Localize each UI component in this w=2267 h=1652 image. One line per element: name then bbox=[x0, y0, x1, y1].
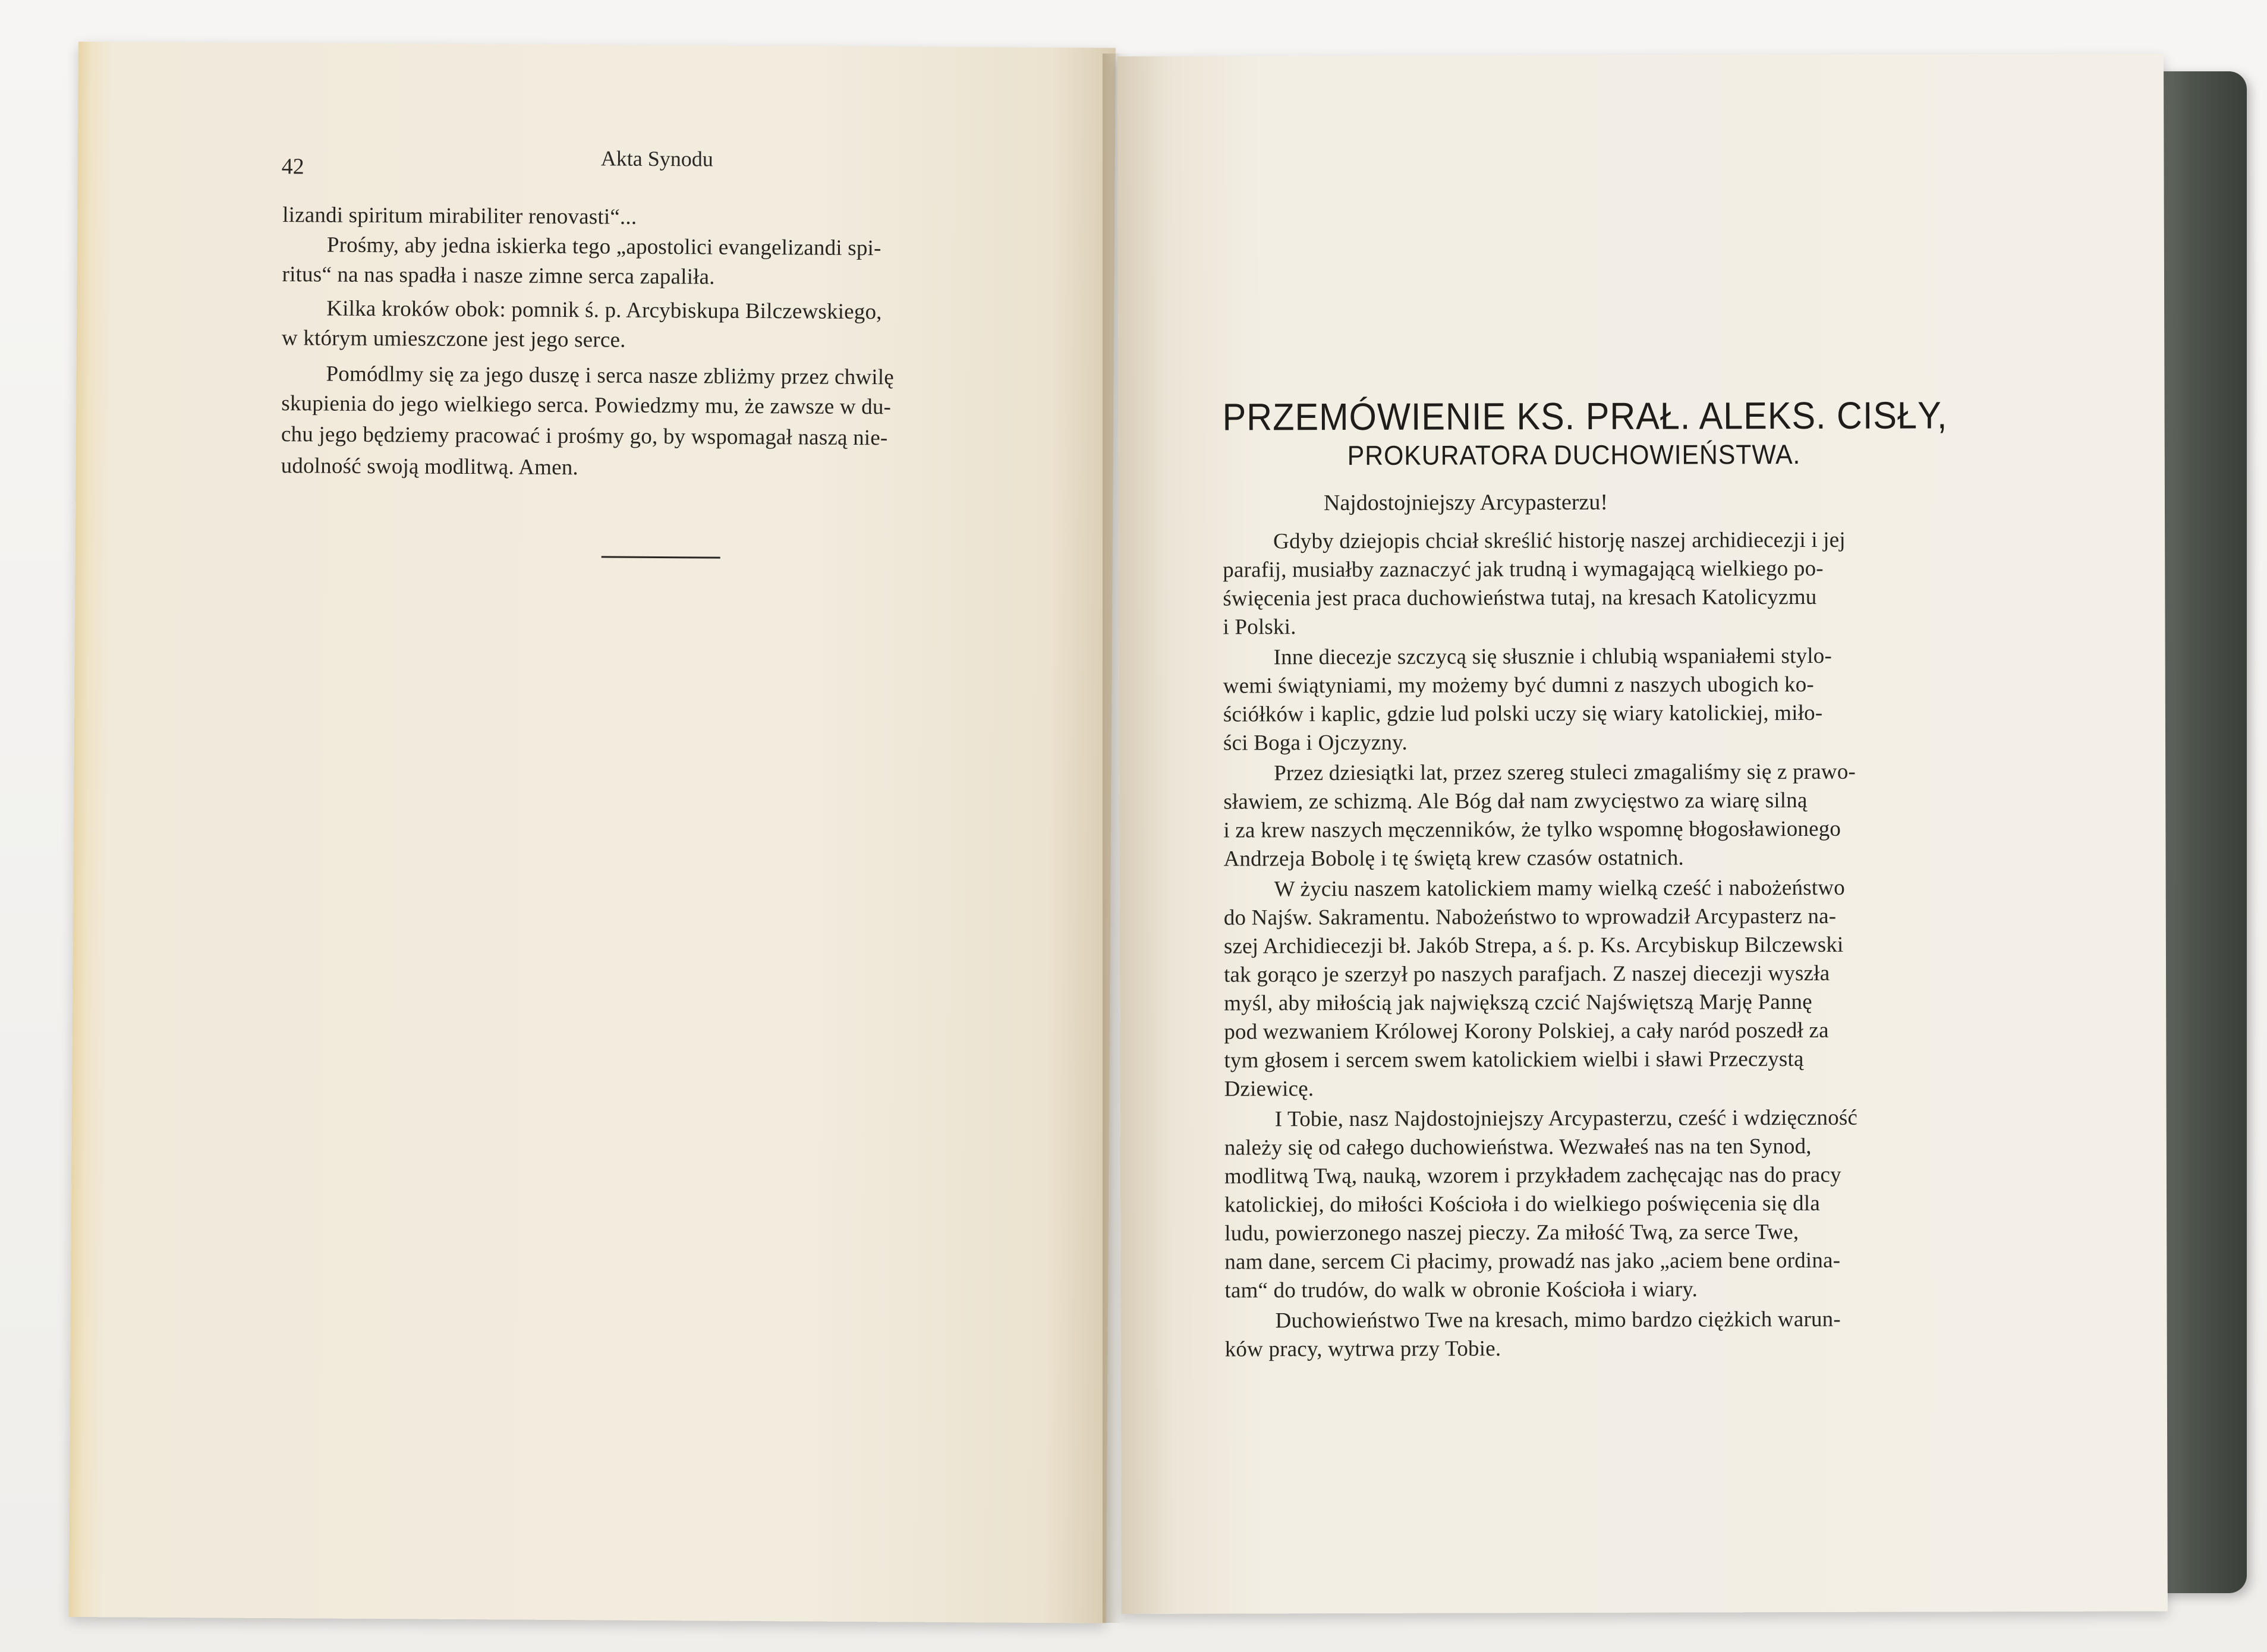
left-text-line: Prośmy, aby jedna iskierka tego „apostolici evangelizandi spi- bbox=[326, 232, 881, 261]
right-text-line: szej Archidiecezji bł. Jakób Strepa, a ś. p. Ks. Arcybiskup Bilczewski bbox=[1223, 932, 1844, 959]
right-text-line: Inne diecezje szczycą się słusznie i chlubią wspaniałemi stylo- bbox=[1273, 643, 1833, 670]
running-head: Akta Synodu bbox=[600, 146, 713, 171]
right-text-line: W życiu naszem katolickiem mamy wielką cześć i nabożeństwo bbox=[1274, 875, 1845, 902]
right-text-line: i za krew naszych męczenników, że tylko wspomnę błogosławionego bbox=[1223, 816, 1841, 843]
right-text-line: I Tobie, nasz Najdostojniejszy Arcypasterzu, cześć i wdzięczność bbox=[1274, 1105, 1858, 1132]
right-text-line: święcenia jest praca duchowieństwa tutaj, na kresach Katolicyzmu bbox=[1223, 584, 1817, 611]
right-text-line: tak gorąco je szerzył po naszych parafjach. Z naszej diecezji wyszła bbox=[1223, 961, 1830, 987]
page-number: 42 bbox=[281, 154, 304, 180]
salutation: Najdostojniejszy Arcypasterzu! bbox=[1323, 489, 1608, 516]
left-page bbox=[69, 42, 1116, 1623]
right-text-line: katolickiej, do miłości Kościoła i do wielkiego poświęcenia się dla bbox=[1224, 1191, 1820, 1217]
right-text-line: Przez dziesiątki lat, przez szereg stuleci zmagaliśmy się z prawo- bbox=[1274, 759, 1856, 786]
right-text-line: myśl, aby miłością jak największą czcić Najświętszą Marję Pannę bbox=[1224, 989, 1812, 1016]
speech-subheading: PROKURATORA DUCHOWIEŃSTWA. bbox=[1347, 438, 1801, 471]
right-text-line: ludu, powierzonego naszej pieczy. Za miłość Twą, za serce Twe, bbox=[1224, 1220, 1799, 1246]
right-text-line: ków pracy, wytrwa przy Tobie. bbox=[1224, 1336, 1501, 1362]
left-text-line: ritus“ na nas spadła i nasze zimne serca zapaliła. bbox=[282, 262, 715, 290]
left-text-line: lizandi spiritum mirabiliter renovasti“... bbox=[282, 203, 637, 229]
right-text-line: Duchowieństwo Twe na kresach, mimo bardzo ciężkich warun- bbox=[1275, 1307, 1841, 1333]
right-text-line: sławiem, ze schizmą. Ale Bóg dał nam zwycięstwo za wiarę silną bbox=[1223, 788, 1808, 814]
right-text-line: do Najśw. Sakramentu. Nabożeństwo to wprowadził Arcypasterz na- bbox=[1223, 904, 1837, 930]
left-text-line: Kilka kroków obok: pomnik ś. p. Arcybiskupa Bilczewskiego, bbox=[326, 296, 882, 325]
right-text-line: ściółków i kaplic, gdzie lud polski uczy się wiary katolickiej, miło- bbox=[1223, 700, 1823, 727]
right-text-line: i Polski. bbox=[1223, 615, 1296, 640]
speech-heading: PRZEMÓWIENIE KS. PRAŁ. ALEKS. CISŁY, bbox=[1222, 394, 1948, 439]
right-text-line: pod wezwaniem Królowej Korony Polskiej, a cały naród poszedł za bbox=[1224, 1018, 1829, 1044]
right-text-line: modlitwą Twą, nauką, wzorem i przykładem zachęcając nas do pracy bbox=[1224, 1162, 1841, 1189]
right-text-line: Gdyby dziejopis chciał skreślić historję naszej archidiecezji i jej bbox=[1273, 527, 1846, 554]
left-text-line: udolność swoją modlitwą. Amen. bbox=[281, 454, 579, 480]
right-text-line: Dziewicę. bbox=[1224, 1077, 1314, 1102]
left-text-line: Pomódlmy się za jego duszę i serca nasze zbliżmy przez chwilę bbox=[326, 361, 895, 390]
right-text-line: należy się od całego duchowieństwa. Wezwałeś nas na ten Synod, bbox=[1224, 1134, 1812, 1160]
right-text-line: wemi świątyniami, my możemy być dumni z naszych ubogich ko- bbox=[1223, 672, 1814, 698]
left-text-line: skupienia do jego wielkiego serca. Powiedzmy mu, że zawsze w du- bbox=[281, 391, 892, 420]
left-text-line: chu jego będziemy pracować i prośmy go, by wspomagał naszą nie- bbox=[281, 422, 888, 451]
right-text-line: parafij, musiałby zaznaczyć jak trudną i wymagającą wielkiego po- bbox=[1223, 556, 1824, 583]
left-text-line: w którym umieszczone jest jego serce. bbox=[281, 326, 626, 353]
right-page bbox=[1117, 54, 2168, 1614]
section-divider bbox=[602, 556, 720, 558]
right-text-line: ści Boga i Ojczyzny. bbox=[1223, 730, 1408, 756]
right-text-line: tym głosem i sercem swem katolickiem wielbi i sławi Przeczystą bbox=[1224, 1046, 1804, 1073]
right-text-line: Andrzeja Bobolę i tę świętą krew czasów ostatnich. bbox=[1223, 845, 1684, 871]
right-text-line: tam“ do trudów, do walk w obronie Kościoła i wiary. bbox=[1224, 1277, 1698, 1303]
right-text-line: nam dane, sercem Ci płacimy, prowadź nas jako „aciem bene ordina- bbox=[1224, 1248, 1841, 1275]
